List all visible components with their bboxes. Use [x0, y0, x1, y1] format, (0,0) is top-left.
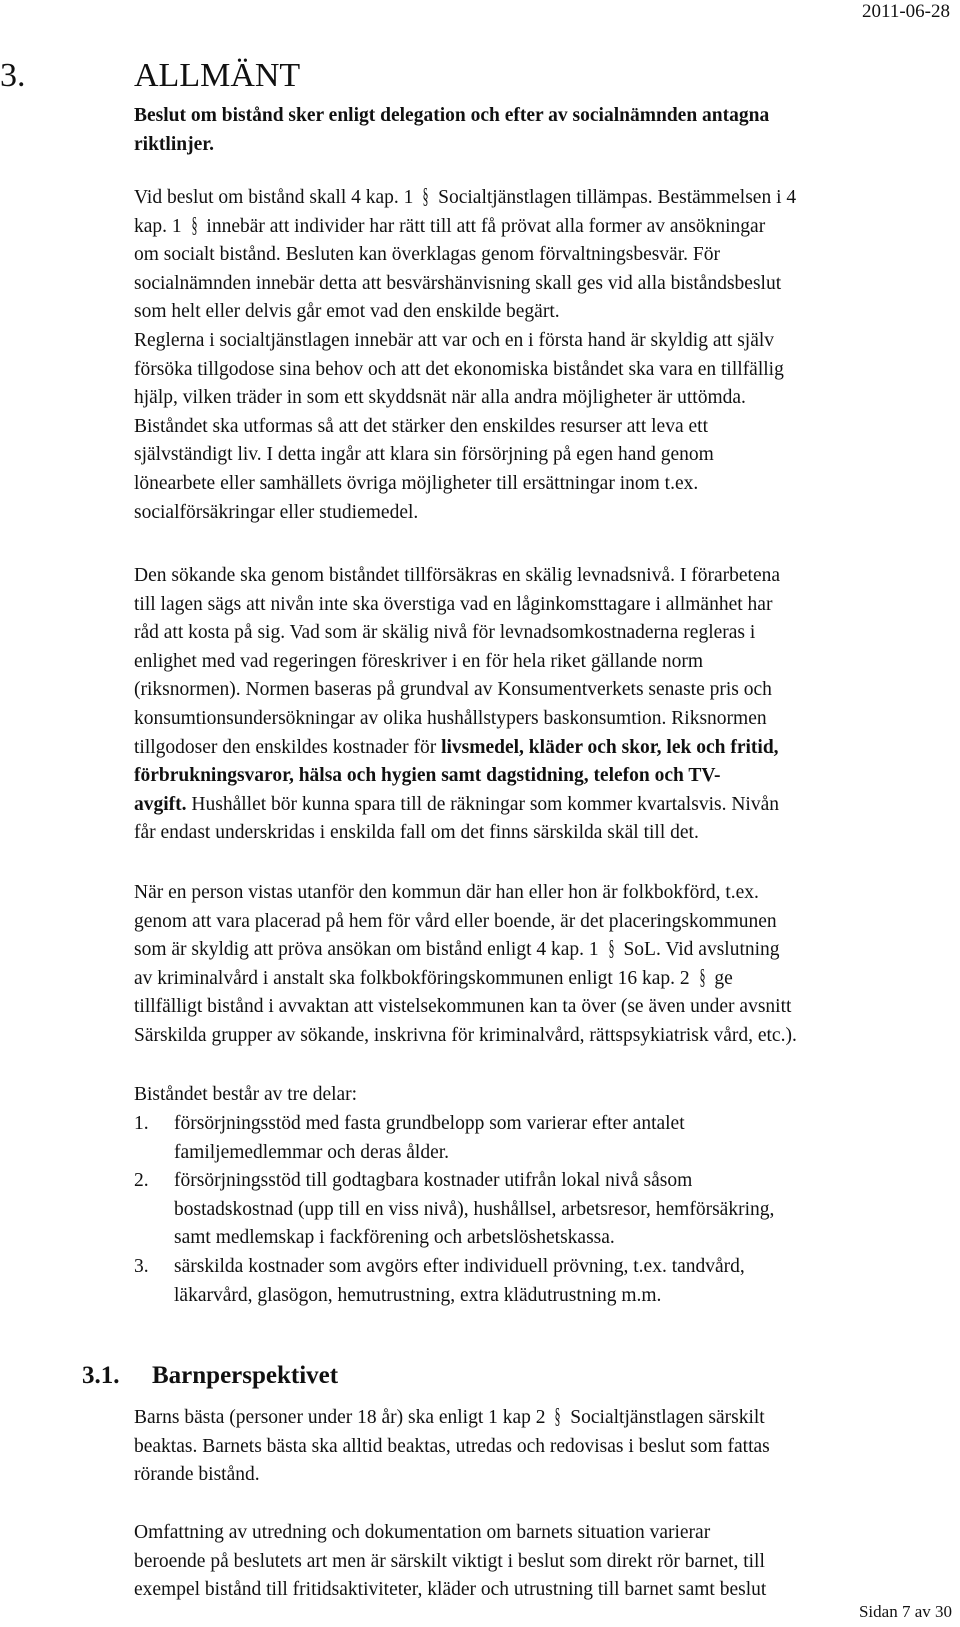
text-line: tillgodoser den enskildes kostnader för livsmedel, kläder och skor, lek och fritid,	[134, 736, 779, 758]
text-line: av kriminalvård i anstalt ska folkbokföringskommunen enligt 16 kap. 2 § ge	[134, 963, 733, 989]
list-number: 2.	[134, 1170, 149, 1192]
text-line: som är skyldig att pröva ansökan om bistånd enligt 4 kap. 1 § SoL. Vid avslutning	[134, 935, 780, 961]
subsection-number: 3.1.	[82, 1362, 120, 1389]
text-line: förbrukningsvaror, hälsa och hygien samt dagstidning, telefon och TV-	[134, 765, 721, 787]
text-line: exempel bistånd till fritidsaktiviteter, kläder och utrustning till barnet samt beslut	[134, 1579, 767, 1601]
text-line: särskilda kostnader som avgörs efter individuell prövning, t.ex. tandvård,	[174, 1255, 745, 1277]
text-line: riktlinjer.	[134, 133, 214, 155]
section-heading	[0, 56, 300, 96]
intro-bold-paragraph	[134, 102, 960, 159]
text-line: råd att kosta på sig. Vad som är skälig nivå för levnadsomkostnaderna regleras i	[134, 622, 756, 644]
list-number: 3.	[134, 1255, 149, 1277]
paragraph-legal-basis	[134, 184, 960, 527]
text-line: (riksnormen). Normen baseras på grundval av Konsumentverkets senaste pris och	[134, 679, 772, 701]
text-line: Omfattning av utredning och dokumentation om barnets situation varierar	[134, 1522, 711, 1543]
text-line: försöka tillgodose sina behov och att det ekonomiska biståndet ska vara en tillfällig	[134, 358, 784, 380]
section-title: ALLMÄNT	[134, 57, 301, 94]
section-sign: §	[422, 183, 429, 208]
text-line: som helt eller delvis går emot vad den enskilde begärt.	[134, 301, 560, 323]
text-line: självständigt liv. I detta ingår att klara sin försörjning på egen hand genom	[134, 444, 714, 466]
text-line: Vid beslut om bistånd skall 4 kap. 1 § Socialtjänstlagen tillämpas. Bestämmelsen i 4	[134, 183, 797, 208]
subsection-title: Barnperspektivet	[152, 1362, 339, 1389]
paragraph-child-best	[134, 1404, 960, 1490]
text-line: Barns bästa (personer under 18 år) ska enligt 1 kap 2 § Socialtjänstlagen särskilt	[134, 1403, 765, 1428]
header-date: 2011-06-28	[862, 1, 950, 22]
text-line: samt medlemskap i fackförening och arbetslöshetskassa.	[174, 1227, 615, 1249]
list-intro	[134, 1081, 960, 1110]
text-line: Den sökande ska genom biståndet tillförsäkras en skälig levnadsnivå. I förarbetena	[134, 565, 781, 586]
section-number: 3.	[0, 57, 26, 94]
text-line: När en person vistas utanför den kommun där han eller hon är folkbokförd, t.ex.	[134, 882, 759, 903]
list-item	[134, 1167, 960, 1253]
text-line: lönearbete eller samhällets övriga möjligheter till ersättningar inom t.ex.	[134, 472, 699, 494]
paragraph-documentation	[134, 1519, 960, 1605]
subsection-heading	[82, 1360, 338, 1392]
numbered-list	[134, 1110, 960, 1310]
text-line: Särskilda grupper av sökande, inskrivna för kriminalvård, rättspsykiatrisk vård, etc.).	[134, 1024, 797, 1046]
text-line: avgift. Hushållet bör kunna spara till de räkningar som kommer kvartalsvis. Nivån	[134, 793, 779, 815]
text-line: läkarvård, glasögon, hemutrustning, extra klädutrustning m.m.	[174, 1284, 662, 1306]
section-sign: §	[191, 211, 198, 237]
text-line: enlighet med vad regeringen föreskriver i en för hela riket gällande norm	[134, 650, 704, 672]
list-item	[134, 1110, 960, 1167]
text-line: försörjningsstöd till godtagbara kostnader utifrån lokal nivå såsom	[174, 1170, 693, 1192]
text-line: hjälp, vilken träder in som ett skyddsnät när alla andra möjligheter är uttömda.	[134, 387, 746, 409]
section-sign: §	[608, 935, 615, 961]
text-line: konsumtionsundersökningar av olika hushållstypers baskonsumtion. Riksnormen	[134, 707, 767, 729]
text-line: till lagen sägs att nivån inte ska överstiga vad en låginkomsttagare i allmänhet har	[134, 593, 773, 615]
text-line: bostadskostnad (upp till en viss nivå), hushållsel, arbetsresor, hemförsäkring,	[174, 1198, 775, 1220]
paragraph-residence	[134, 879, 960, 1051]
text-line: beaktas. Barnets bästa ska alltid beaktas, utredas och redovisas i beslut som fattas	[134, 1435, 770, 1457]
text-line: Biståndet ska utformas så att det stärker den enskildes resurser att leva ett	[134, 415, 708, 437]
text-line: socialnämnden innebär detta att besvärshänvisning skall ges vid alla biståndsbeslut	[134, 272, 782, 294]
text-line: försörjningsstöd med fasta grundbelopp som varierar efter antalet	[174, 1113, 685, 1134]
list-item	[134, 1253, 960, 1310]
list-number: 1.	[134, 1113, 149, 1134]
text-line: genom att vara placerad på hem för vård eller boende, är det placeringskommunen	[134, 910, 777, 932]
section-sign: §	[554, 1403, 561, 1428]
text-line: Biståndet består av tre delar:	[134, 1084, 358, 1105]
text-line: Reglerna i socialtjänstlagen innebär att var och en i första hand är skyldig att själv	[134, 329, 775, 351]
text-line: kap. 1 § innebär att individer har rätt till att få prövat alla former av ansökningar	[134, 211, 766, 237]
text-line: tillfälligt bistånd i avvaktan att vistelsekommunen kan ta över (se även under avsnitt	[134, 996, 792, 1018]
page-number: Sidan 7 av 30	[858, 1602, 952, 1621]
text-line: får endast underskridas i enskilda fall om det finns särskilda skäl till det.	[134, 822, 699, 844]
paragraph-living-standard	[134, 562, 960, 848]
text-line: Beslut om bistånd sker enligt delegation och efter av socialnämnden antagna	[134, 105, 770, 126]
text-line: socialförsäkringar eller studiemedel.	[134, 501, 419, 523]
text-line: familjemedlemmar och deras ålder.	[174, 1141, 450, 1163]
section-sign: §	[699, 963, 706, 989]
text-line: rörande bistånd.	[134, 1464, 260, 1486]
text-line: beroende på beslutets art men är särskilt viktigt i beslut som direkt rör barnet, till	[134, 1550, 765, 1572]
text-line: om socialt bistånd. Besluten kan överklagas genom förvaltningsbesvär. För	[134, 244, 720, 266]
